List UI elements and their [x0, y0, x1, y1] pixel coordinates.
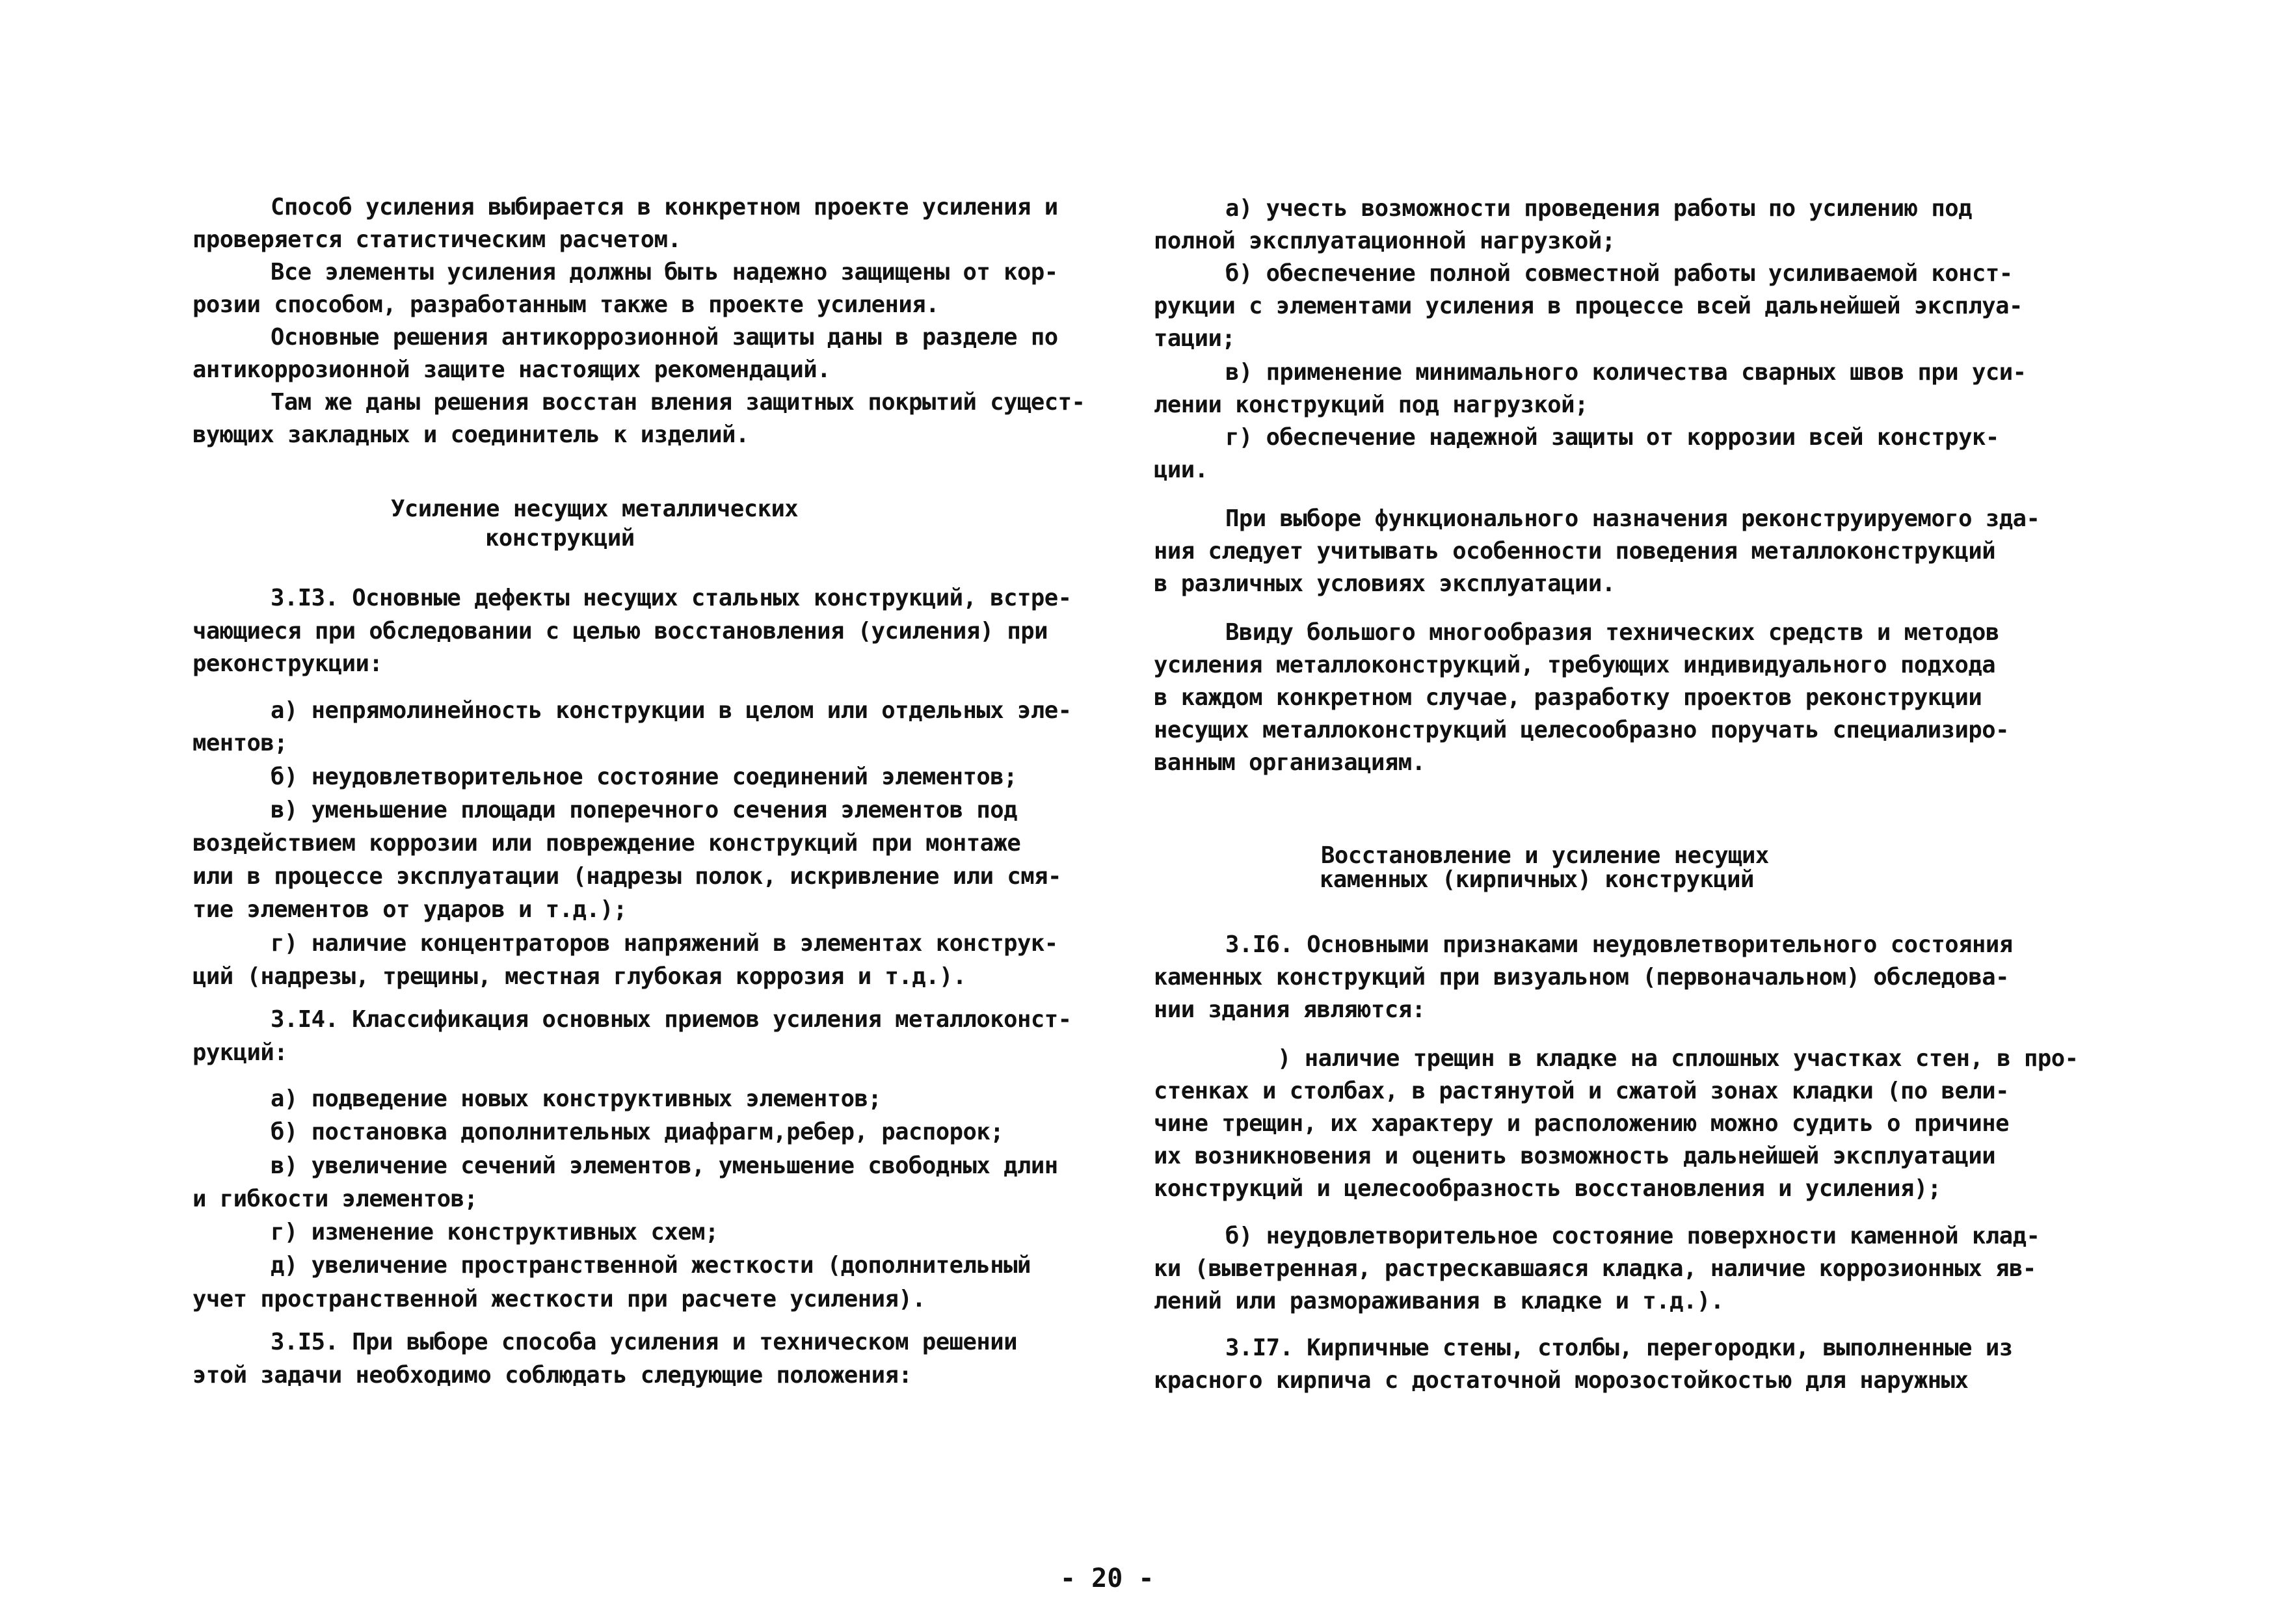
- text-line: каменных конструкций при визуальном (первоначальном) обследова-: [1154, 964, 2009, 991]
- text-line: лений или размораживания в кладке и т.д.).: [1154, 1288, 1724, 1314]
- text-line: б) неудовлетворительное состояние соединений элементов;: [271, 764, 1018, 790]
- text-line: тации;: [1154, 325, 1236, 352]
- section-heading: каменных (кирпичных) конструкций: [1320, 866, 1754, 893]
- text-line: а) непрямолинейность конструкции в целом или отдельных эле-: [271, 697, 1072, 724]
- text-line: а) подведение новых конструктивных элементов;: [271, 1085, 882, 1112]
- text-line: лении конструкций под нагрузкой;: [1154, 392, 1588, 418]
- text-line: учет пространственной жесткости при расчете усиления).: [193, 1286, 926, 1312]
- text-line: 3.I6. Основными признаками неудовлетворительного состояния: [1225, 931, 2013, 958]
- text-line: б) неудовлетворительное состояние поверхности каменной клад-: [1225, 1223, 2040, 1249]
- text-line: Ввиду большого многообразия технических средств и методов: [1225, 619, 1999, 646]
- text-line: красного кирпича с достаточной морозостойкостью для наружных: [1154, 1367, 1969, 1394]
- text-line: конструкций и целесообразность восстановления и усиления);: [1154, 1175, 1941, 1202]
- text-line: тие элементов от ударов и т.д.);: [193, 896, 627, 923]
- text-line: Основные решения антикоррозионной защиты даны в разделе по: [271, 324, 1058, 351]
- text-line: ванным организациям.: [1154, 749, 1426, 776]
- text-line: ций (надрезы, трещины, местная глубокая коррозия и т.д.).: [193, 963, 966, 990]
- text-line: чающиеся при обследовании с целью восстановления (усиления) при: [193, 618, 1048, 645]
- text-line: ) наличие трещин в кладке на сплошных участках стен, в про-: [1277, 1045, 2079, 1072]
- text-line: усиления металлоконструкций, требующих индивидуального подхода: [1154, 652, 1996, 678]
- text-line: нии здания являются:: [1154, 996, 1426, 1023]
- text-line: в) уменьшение площади поперечного сечения элементов под: [271, 797, 1018, 823]
- text-line: б) постановка дополнительных диафрагм,ребер, распорок;: [271, 1119, 1004, 1145]
- text-line: в каждом конкретном случае, разработку проектов реконструкции: [1154, 684, 1982, 711]
- text-line: вующих закладных и соединитель к изделий.: [193, 421, 749, 448]
- text-line: а) учесть возможности проведения работы по усилению под: [1225, 195, 1973, 222]
- text-line: Там же даны решения восстан вления защитных покрытий сущест-: [271, 389, 1085, 416]
- text-line: г) наличие концентраторов напряжений в элементах конструк-: [271, 930, 1058, 957]
- text-line: ментов;: [193, 730, 288, 756]
- text-line: 3.I3. Основные дефекты несущих стальных конструкций, встре-: [271, 585, 1072, 611]
- text-line: 3.I7. Кирпичные стены, столбы, перегородки, выполненные из: [1225, 1335, 2013, 1361]
- text-line: стенках и столбах, в растянутой и сжатой зонах кладки (по вели-: [1154, 1078, 2009, 1104]
- text-line: рукций:: [193, 1039, 288, 1066]
- text-line: ния следует учитывать особенности поведения металлоконструкций: [1154, 538, 1996, 565]
- text-line: 3.I4. Классификация основных приемов усиления металлоконст-: [271, 1006, 1072, 1033]
- section-heading: Усиление несущих металлических: [391, 496, 799, 522]
- text-line: Способ усиления выбирается в конкретном проекте усиления и: [271, 194, 1058, 220]
- text-line: в) применение минимального количества сварных швов при уси-: [1225, 359, 2027, 386]
- text-line: в) увеличение сечений элементов, уменьшение свободных длин: [271, 1152, 1058, 1179]
- text-line: рукции с элементами усиления в процессе всей дальнейшей эксплуа-: [1154, 293, 2023, 319]
- section-heading: конструкций: [485, 525, 635, 552]
- text-line: г) обеспечение надежной защиты от коррозии всей конструк-: [1225, 424, 1999, 451]
- text-line: б) обеспечение полной совместной работы усиливаемой конст-: [1225, 260, 2013, 287]
- text-line: этой задачи необходимо соблюдать следующие положения:: [193, 1362, 912, 1389]
- text-line: и гибкости элементов;: [193, 1186, 478, 1212]
- text-line: антикоррозионной защите настоящих рекомендаций.: [193, 356, 831, 383]
- text-line: д) увеличение пространственной жесткости (дополнительный: [271, 1252, 1031, 1279]
- text-line: их возникновения и оценить возможность дальнейшей эксплуатации: [1154, 1143, 1996, 1169]
- text-line: розии способом, разработанным также в проекте усиления.: [193, 291, 940, 318]
- text-line: При выборе функционального назначения реконструируемого зда-: [1225, 505, 2040, 532]
- text-line: 3.I5. При выборе способа усиления и техническом решении: [271, 1329, 1018, 1355]
- text-line: воздействием коррозии или повреждение конструкций при монтаже: [193, 830, 1021, 857]
- text-line: реконструкции:: [193, 650, 383, 677]
- text-line: ции.: [1154, 457, 1208, 483]
- text-line: ки (выветренная, растрескавшаяся кладка, наличие коррозионных яв-: [1154, 1255, 2036, 1282]
- text-line: Все элементы усиления должны быть надежно защищены от кор-: [271, 259, 1058, 286]
- page-number: - 20 -: [1060, 1564, 1154, 1593]
- text-line: в различных условиях эксплуатации.: [1154, 570, 1616, 597]
- section-heading: Восстановление и усиление несущих: [1321, 842, 1769, 869]
- text-line: несущих металлоконструкций целесообразно поручать специализиро-: [1154, 717, 2009, 743]
- text-line: проверяется статистическим расчетом.: [193, 226, 682, 253]
- text-line: или в процессе эксплуатации (надрезы полок, искривление или смя-: [193, 863, 1061, 890]
- text-line: полной эксплуатационной нагрузкой;: [1154, 228, 1616, 254]
- text-line: г) изменение конструктивных схем;: [271, 1219, 719, 1245]
- text-line: чине трещин, их характеру и расположению можно судить о причине: [1154, 1110, 2009, 1137]
